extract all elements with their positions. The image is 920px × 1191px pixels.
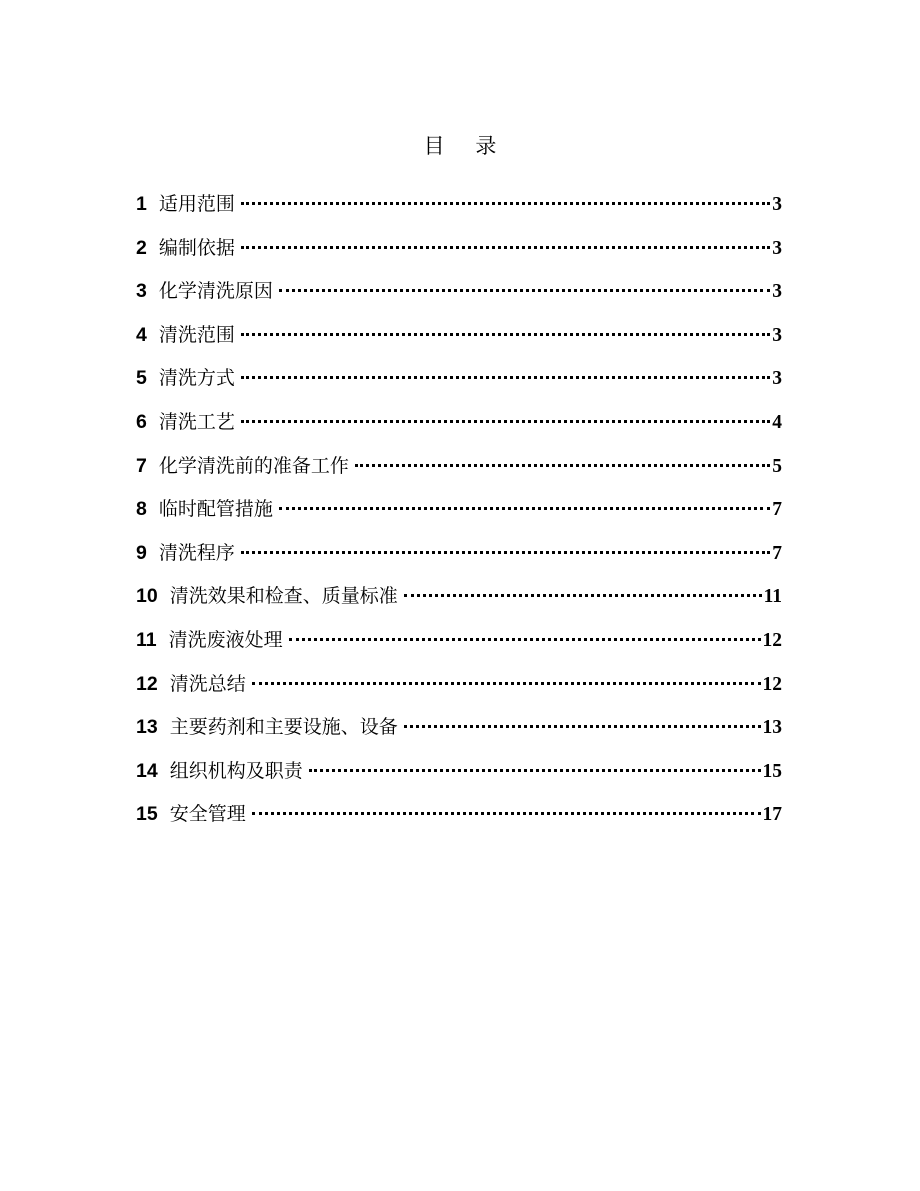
dot-leader <box>404 594 762 597</box>
toc-entry-number: 11 <box>136 628 157 651</box>
toc-entry[interactable] <box>136 706 782 750</box>
toc-entry-title: 清洗工艺 <box>158 410 235 433</box>
toc-title: 目 录 <box>423 134 509 158</box>
toc-entry-title: 清洗方式 <box>158 367 235 390</box>
toc-entry-title: 清洗程序 <box>158 541 235 564</box>
dot-leader <box>241 202 770 205</box>
toc-entry-number: 15 <box>136 803 158 826</box>
toc-entry-page: 3 <box>772 194 782 215</box>
toc-entry-title: 组织机构及职责 <box>169 759 303 782</box>
dot-leader <box>241 420 770 423</box>
toc-entry-number: 13 <box>136 716 158 739</box>
toc-entry-title: 适用范围 <box>158 193 235 215</box>
toc-entry[interactable] <box>136 445 782 489</box>
toc-entry-number: 7 <box>136 454 147 477</box>
toc-entry-title: 清洗效果和检查、质量标准 <box>169 585 398 608</box>
dot-leader <box>241 246 770 249</box>
dot-leader <box>279 289 770 292</box>
toc-entry[interactable] <box>136 663 782 707</box>
toc-entry[interactable] <box>136 619 782 663</box>
toc-entry[interactable] <box>136 401 782 445</box>
toc-entry-number: 4 <box>136 323 147 346</box>
dot-leader <box>289 638 761 641</box>
toc-entry-page: 3 <box>772 237 782 259</box>
toc-entry[interactable] <box>136 750 782 794</box>
dot-leader <box>252 682 761 685</box>
toc-entry-title: 化学清洗前的准备工作 <box>158 454 349 477</box>
toc-entry[interactable] <box>136 793 782 837</box>
dot-leader <box>309 769 761 772</box>
toc-entry-page: 17 <box>762 804 782 826</box>
toc-entry-page: 12 <box>762 673 782 695</box>
toc-entry-page: 3 <box>772 324 782 346</box>
dot-leader <box>252 812 761 815</box>
toc-list <box>136 183 782 837</box>
toc-entry-title: 化学清洗原因 <box>158 280 273 303</box>
toc-entry[interactable] <box>136 314 782 358</box>
toc-entry[interactable] <box>136 357 782 401</box>
toc-entry-title: 清洗总结 <box>169 672 246 695</box>
dot-leader <box>241 376 770 379</box>
toc-entry-number: 12 <box>136 672 158 695</box>
toc-entry-page: 12 <box>762 629 782 651</box>
toc-entry-number: 10 <box>136 585 158 608</box>
toc-entry-number: 1 <box>136 193 147 215</box>
toc-entry-title: 临时配管措施 <box>158 498 273 521</box>
toc-entry-page: 3 <box>772 368 782 390</box>
toc-entry-page: 3 <box>772 281 782 303</box>
toc-entry-title: 清洗废液处理 <box>168 628 283 651</box>
toc-entry[interactable] <box>136 575 782 619</box>
toc-entry-page: 15 <box>762 760 782 782</box>
toc-entry[interactable] <box>136 227 782 271</box>
toc-entry-title: 主要药剂和主要设施、设备 <box>169 716 398 739</box>
toc-entry[interactable] <box>136 532 782 576</box>
toc-entry-number: 2 <box>136 236 147 259</box>
toc-entry[interactable] <box>136 183 782 227</box>
toc-entry[interactable] <box>136 488 782 532</box>
dot-leader <box>241 551 770 554</box>
toc-entry-page: 11 <box>763 586 782 608</box>
dot-leader <box>279 507 770 510</box>
dot-leader <box>355 464 770 467</box>
toc-entry-number: 8 <box>136 498 147 521</box>
toc-entry-page: 5 <box>772 455 782 477</box>
toc-entry-number: 9 <box>136 541 147 564</box>
toc-entry-page: 7 <box>772 499 782 521</box>
toc-entry-page: 4 <box>772 411 782 433</box>
toc-entry-title: 清洗范围 <box>158 323 235 346</box>
toc-entry[interactable] <box>136 270 782 314</box>
dot-leader <box>404 725 761 728</box>
dot-leader <box>241 333 770 336</box>
toc-entry-number: 3 <box>136 280 147 303</box>
toc-entry-title: 安全管理 <box>169 803 246 826</box>
toc-entry-page: 13 <box>762 717 782 739</box>
toc-entry-number: 5 <box>136 367 147 390</box>
toc-entry-number: 14 <box>136 759 158 782</box>
toc-entry-number: 6 <box>136 410 147 433</box>
toc-entry-page: 7 <box>772 542 782 564</box>
toc-entry-title: 编制依据 <box>158 236 235 259</box>
